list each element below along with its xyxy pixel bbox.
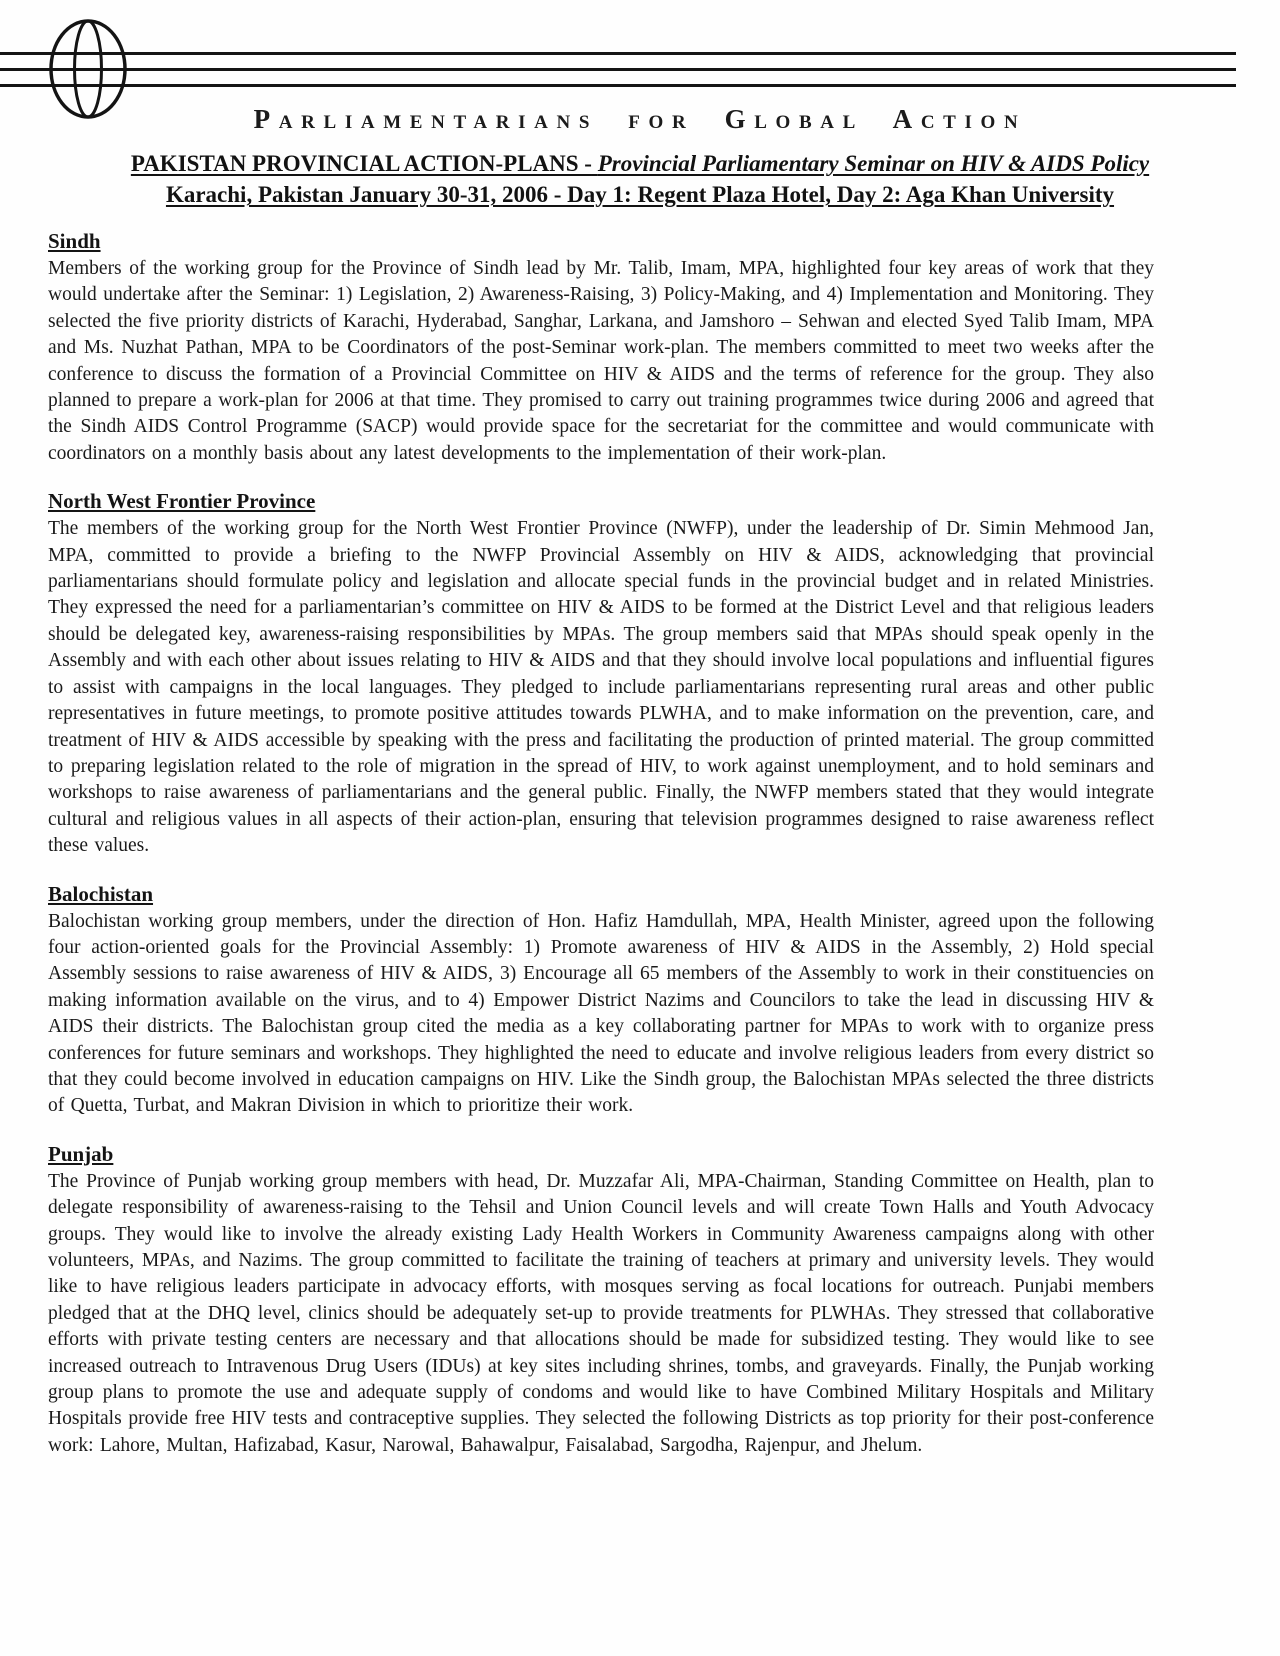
letterhead-rule [0, 52, 1236, 55]
section-paragraph: Members of the working group for the Province of Sindh lead by Mr. Talib, Imam, MPA, highlighted four key areas of work that they would undertake after the Seminar: 1) Legislation, 2) Awareness-Raising, 3) Policy-Making, and 4) Implementation and Monitoring. They selected the five priority districts of Karachi, Hyderabad, Sanghar, Larkana, and Jamshoro – Sehwan and elected Syed Talib Imam, MPA and Ms. Nuzhat Pathan, MPA to be Coordinators of the post-Seminar work-plan. The members committed to meet two weeks after the conference to discuss the formation of a Provincial Committee on HIV & AIDS and the terms of reference for the group. They also planned to prepare a work-plan for 2006 at that time. They promised to carry out training programmes twice during 2006 and agreed that the Sindh AIDS Control Programme (SACP) would provide space for the secretariat for the committee and would communicate with coordinators on a monthly basis about any latest developments to the implementation of their work-plan. [48, 258, 1154, 464]
section-sindh [48, 228, 1154, 467]
document-title-block [0, 148, 1280, 210]
section-paragraph: Balochistan working group members, under the direction of Hon. Hafiz Hamdullah, MPA, Health Minister, agreed upon the following four action-oriented goals for the Provincial Assembly: 1) Promote awareness of HIV & AIDS in the Assembly, 2) Hold special Assembly sessions to raise awareness of HIV & AIDS, 3) Encourage all 65 members of the Assembly to work in their constituencies on making information available on the virus, and to 4) Empower District Nazims and Councilors to take the lead in discussing HIV & AIDS their districts. The Balochistan group cited the media as a key collaborating partner for MPAs to work with to organize press conferences for future seminars and workshops. They highlighted the need to educate and involve religious leaders from every district so that they could become involved in education campaigns on HIV. Like the Sindh group, the Balochistan MPAs selected the three districts of Quetta, Turbat, and Makran Division in which to prioritize their work. [48, 910, 1154, 1117]
section-balochistan [48, 881, 1154, 1120]
document-title-seminar: Provincial Parliamentary Seminar on HIV & AIDS Policy [597, 151, 1150, 176]
letterhead [0, 0, 1280, 228]
letterhead-rule [0, 68, 1236, 71]
section-punjab [48, 1141, 1154, 1459]
section-north-west-frontier-province [48, 488, 1154, 859]
section-paragraph: The members of the working group for the North West Frontier Province (NWFP), under the leadership of Dr. Simin Mehmood Jan, MPA, committed to provide a briefing to the NWFP Provincial Assembly on HIV & AIDS, acknowledging that provincial parliamentarians should formulate policy and legislation and allocate special funds in the provincial budget and in related Ministries. They expressed the need for a parliamentarian’s committee on HIV & AIDS to be formed at the District Level and that religious leaders should be delegated key, awareness-raising responsibilities by MPAs. The group members said that MPAs should speak openly in the Assembly and with each other about issues relating to HIV & AIDS and that they should involve local populations and influential figures to assist with campaigns in the local languages. They pledged to include parliamentarians representing rural areas and other public representatives in future meetings, to promote positive attitudes towards PLWHA, and to make information on the prevention, care, and treatment of HIV & AIDS accessible by speaking with the press and facilitating the production of printed material. The group committed to preparing legislation related to the role of migration in the spread of HIV, to work against unemployment, and to hold seminars and workshops to raise awareness of parliamentarians and the general public. Finally, the NWFP members stated that they would integrate cultural and religious values in all aspects of their action-plan, ensuring that television programmes designed to raise awareness reflect these values. [48, 518, 1154, 857]
section-heading: Balochistan [48, 881, 154, 906]
document-title [0, 148, 1280, 179]
org-name: Parliamentarians for Global Action [253, 104, 1027, 134]
section-heading: Punjab [48, 1141, 114, 1166]
section-heading: Sindh [48, 229, 101, 253]
document-subtitle: Karachi, Pakistan January 30-31, 2006 - Day 1: Regent Plaza Hotel, Day 2: Aga Khan University [165, 182, 1115, 207]
section-heading: North West Frontier Province [48, 489, 316, 514]
document-title-main: PAKISTAN PROVINCIAL ACTION-PLANS - [130, 151, 592, 176]
letterhead-rule [0, 84, 1236, 87]
section-paragraph: The Province of Punjab working group members with head, Dr. Muzzafar Ali, MPA-Chairman, Standing Committee on Health, plan to delegate responsibility of awareness-raising to the Tehsil and Union Council levels and will create Town Halls and Youth Advocacy groups. They would like to involve the already existing Lady Health Workers in Community Awareness campaigns along with other volunteers, MPAs, and Nazims. The group committed to facilitate the training of teachers at primary and university levels. They would like to have religious leaders participate in advocacy efforts, with mosques serving as focal locations for outreach. Punjabi members pledged that at the DHQ level, clinics should be adequately set-up to provide treatments for PLWHAs. They stressed that collaborative efforts with private testing centers are necessary and that allocations should be made for subsidized testing. They would like to see increased outreach to Intravenous Drug Users (IDUs) at key sites including shrines, tombs, and graveyards. Finally, the Punjab working group plans to promote the use and adequate supply of condoms and would like to have Combined Military Hospitals and Military Hospitals provide free HIV tests and contraceptive supplies. They selected the following Districts as top priority for their post-conference work: Lahore, Multan, Hafizabad, Kasur, Narowal, Bahawalpur, Faisalabad, Sargodha, Rajenpur, and Jhelum. [48, 1170, 1154, 1456]
sections-container [48, 228, 1154, 1459]
